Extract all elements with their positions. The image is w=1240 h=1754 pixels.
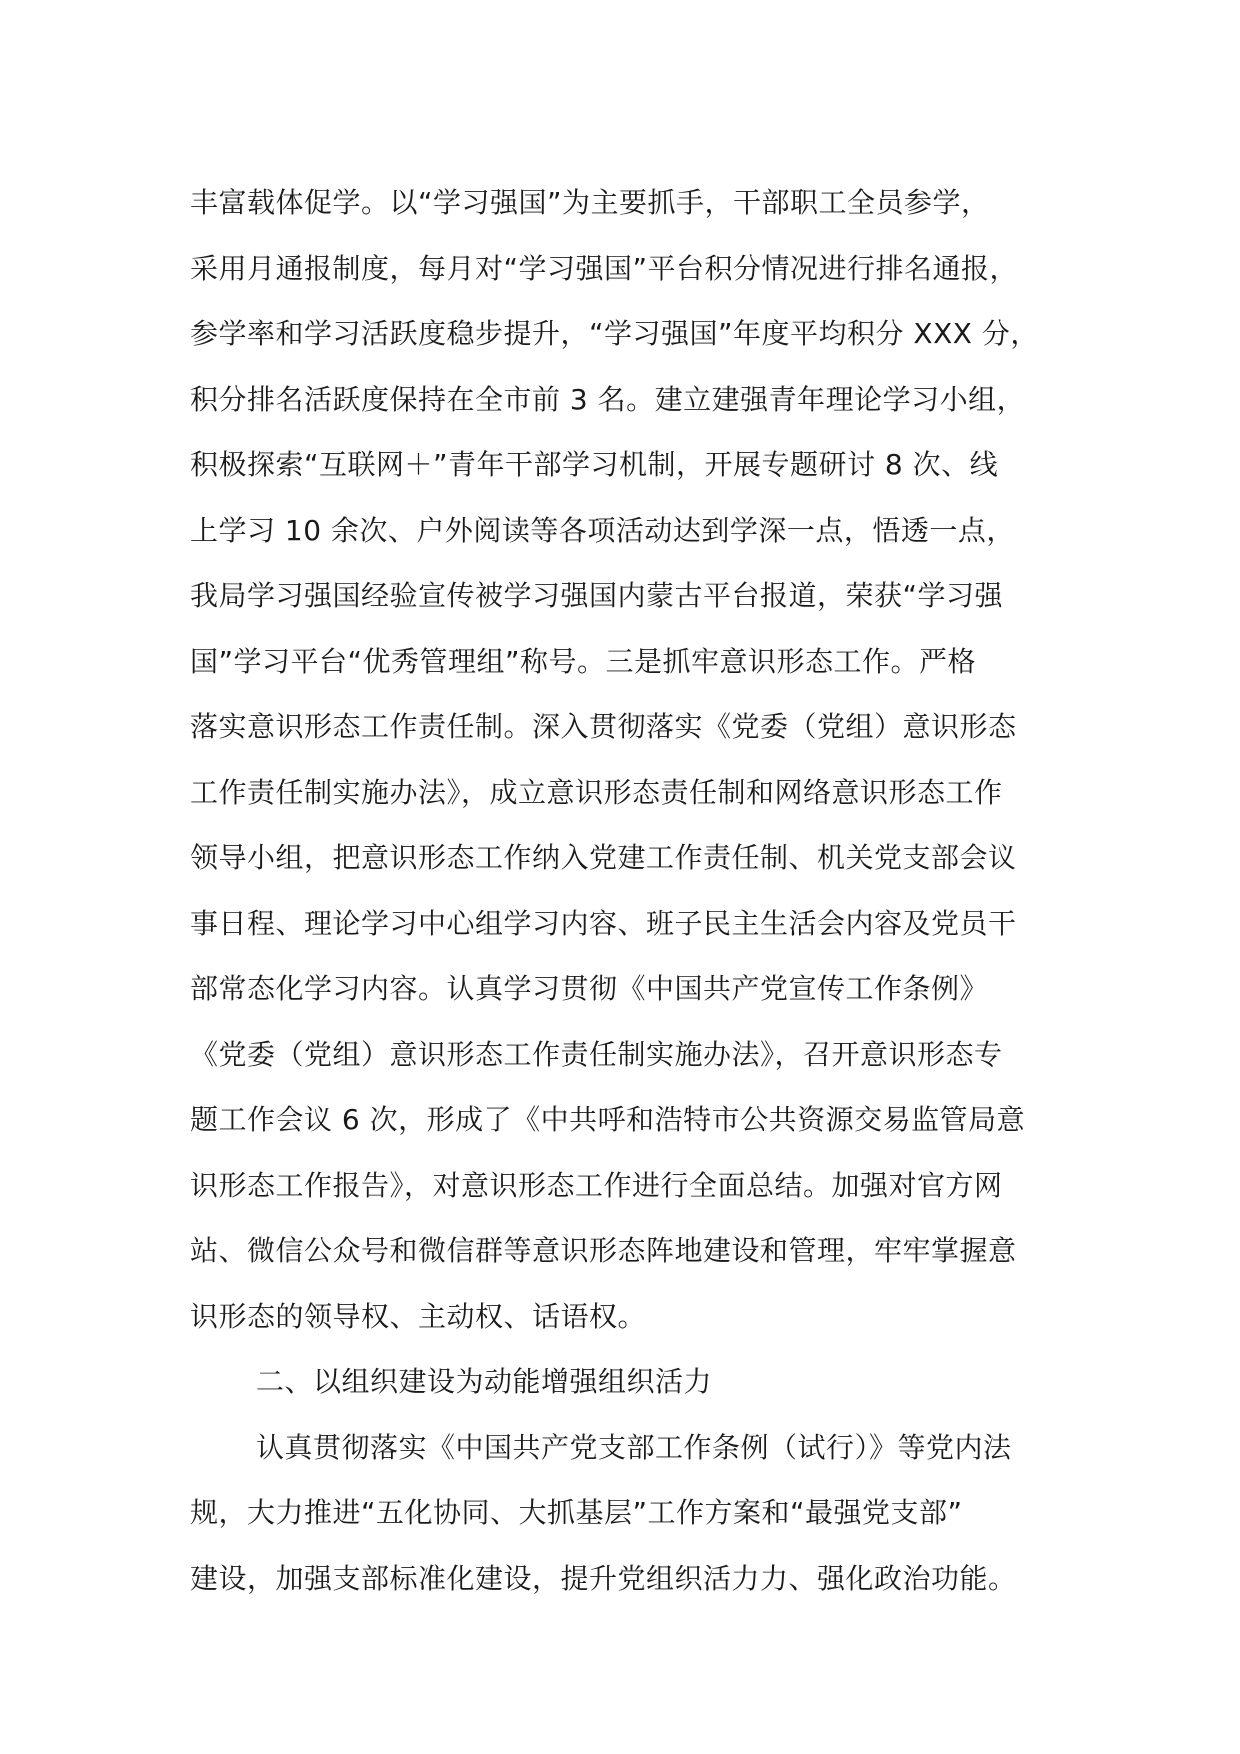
- text-line: 落实意识形态工作责任制。深入贯彻落实《党委（党组）意识形态: [190, 710, 1017, 743]
- text-line: 上学习 10 余次、户外阅读等各项活动达到学深一点，悟透一点，: [190, 513, 1015, 547]
- text-line: 积极探索“互联网＋”青年干部学习机制，开展专题研讨 8 次、线: [190, 448, 999, 481]
- text-line: 规，大力推进“五化协同、大抓基层”工作方案和“最强党支部”: [190, 1496, 963, 1529]
- text-line: 部常态化学习内容。认真学习贯彻《中国共产党宣传工作条例》: [190, 972, 989, 1005]
- text-line: 丰富载体促学。以“学习强国”为主要抓手，干部职工全员参学，: [190, 186, 990, 219]
- text-line: 采用月通报制度，每月对“学习强国”平台积分情况进行排名通报，: [190, 251, 1019, 285]
- text-line: 《党委（党组）意识形态工作责任制实施办法》，召开意识形态专: [190, 1037, 1003, 1071]
- section-heading: 二、以组织建设为动能增强组织活力: [256, 1365, 713, 1398]
- text-line: 参学率和学习活跃度稳步提升，“学习强国”年度平均积分 XXX 分，: [190, 317, 1039, 350]
- text-line: 领导小组，把意识形态工作纳入党建工作责任制、机关党支部会议: [190, 841, 1017, 874]
- text-line: 建设，加强支部标准化建设，提升党组织活力力、强化政治功能。: [190, 1561, 1017, 1595]
- text-line: 国”学习平台“优秀管理组”称号。三是抓牢意识形态工作。严格: [190, 644, 977, 678]
- text-line: 站、微信公众号和微信群等意识形态阵地建设和管理，牢牢掌握意: [190, 1234, 1017, 1267]
- text-line: 我局学习强国经验宣传被学习强国内蒙古平台报道，荣获“学习强: [190, 579, 1004, 612]
- text-line: 识形态工作报告》，对意识形态工作进行全面总结。加强对官方网: [190, 1168, 1003, 1202]
- document-body: [190, 170, 1080, 1611]
- text-line: 积分排名活跃度保持在全市前 3 名。建立建强青年理论学习小组，: [190, 382, 1026, 416]
- text-line: 工作责任制实施办法》，成立意识形态责任制和网络意识形态工作: [190, 775, 1003, 809]
- text-line: 识形态的领导权、主动权、话语权。: [190, 1299, 647, 1333]
- text-line: 认真贯彻落实《中国共产党支部工作条例（试行）》等党内法: [256, 1430, 1012, 1464]
- text-line: 题工作会议 6 次，形成了《中共呼和浩特市公共资源交易监管局意: [190, 1103, 1026, 1136]
- text-line: 事日程、理论学习中心组学习内容、班子民主生活会内容及党员干: [190, 906, 1017, 940]
